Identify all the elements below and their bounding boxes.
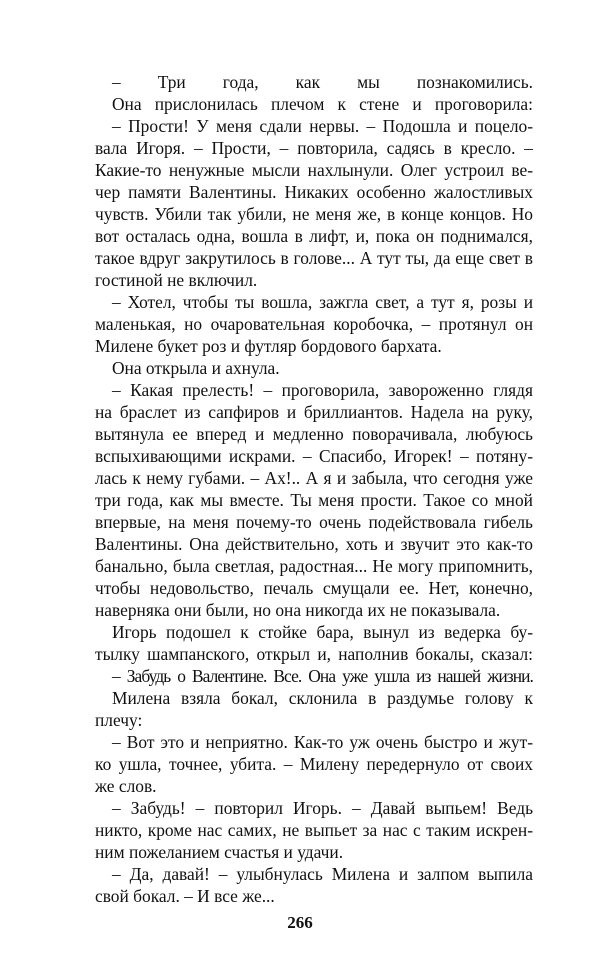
text-line: – Забудь о Валентине. Все. Она уже ушла из нашей жизни. — [112, 666, 533, 686]
text-line: – Прости! У меня сдали нервы. – Подошла и поцело- — [112, 116, 533, 136]
text-line: – Вот это и неприятно. Как-то уж очень быстро и жут- — [112, 732, 533, 752]
text-line: на браслет из сапфиров и бриллиантов. Надела на руку, — [95, 402, 533, 422]
text-line: чтобы недовольство, печаль смущали ее. Нет, конечно, — [95, 578, 533, 598]
text-line: тылку шампанского, открыл и, наполнив бокалы, сказал: — [95, 644, 533, 664]
text-line: Какие-то ненужные мысли нахлынули. Олег устроил ве- — [95, 160, 533, 180]
text-line: – Хотел, чтобы ты вошла, зажгла свет, а тут я, розы и — [112, 292, 533, 312]
text-line: ним пожеланием счастья и удачи. — [95, 842, 344, 862]
text-line: – Забудь! – повторил Игорь. – Давай выпьем! Ведь — [112, 798, 533, 818]
text-line: три года, как мы вместе. Ты меня прости. Такое со мной — [95, 490, 533, 510]
text-line: чер памяти Валентины. Никаких особенно жалостливых — [95, 182, 533, 202]
text-line: свой бокал. – И все же... — [95, 886, 275, 906]
text-line: впервые, на меня почему-то очень подействовала гибель — [95, 512, 533, 532]
text-line: Милена взяла бокал, склонила в раздумье голову к — [112, 688, 533, 708]
text-line: же слов. — [95, 776, 157, 796]
text-line: никто, кроме нас самих, не выпьет за нас с таким искрен- — [95, 820, 533, 840]
text-line: такое вдруг закрутилось в голове... А тут ты, да еще свет в — [95, 248, 533, 268]
text-line: гостиной не включил. — [95, 270, 258, 290]
text-line: Игорь подошел к стойке бара, вынул из ведерка бу- — [112, 622, 533, 642]
text-line: лась к нему губами. – Ах!.. А я и забыла, что сегодня уже — [95, 468, 533, 488]
text-line: – Три года, как мы познакомились. — [112, 72, 533, 92]
text-line: – Да, давай! – улыбнулась Милена и залпом выпила — [112, 864, 533, 884]
text-line: банально, была светлая, радостная... Не могу припомнить, — [95, 556, 533, 576]
text-line: вспыхивающими искрами. – Спасибо, Игорек! – потяну- — [95, 446, 533, 466]
page-number: 266 — [287, 913, 313, 932]
text-line: вытянула ее вперед и медленно поворачивала, любуюсь — [95, 424, 533, 444]
text-line: – Какая прелесть! – проговорила, завороженно глядя — [112, 380, 533, 400]
text-line: наверняка они были, но она никогда их не показывала. — [95, 600, 501, 620]
text-line: вот осталась одна, вошла в лифт, и, пока он поднимался, — [95, 226, 533, 246]
text-line: Милене букет роз и футляр бордового бархата. — [95, 336, 442, 356]
text-line: чувств. Убили так убили, не меня же, в конце концов. Но — [95, 204, 533, 224]
text-line: плечу: — [95, 710, 143, 730]
text-line: вала Игоря. – Прости, – повторила, садясь в кресло. – — [95, 138, 533, 158]
text-line: ко ушла, точнее, убита. – Милену передернуло от своих — [95, 754, 533, 774]
text-line: Валентины. Она действительно, хоть и звучит это как-то — [95, 534, 533, 554]
text-line: Она прислонилась плечом к стене и проговорила: — [112, 94, 533, 114]
text-line: маленькая, но очаровательная коробочка, – протянул он — [95, 314, 533, 334]
text-line: Она открыла и ахнула. — [112, 358, 280, 378]
